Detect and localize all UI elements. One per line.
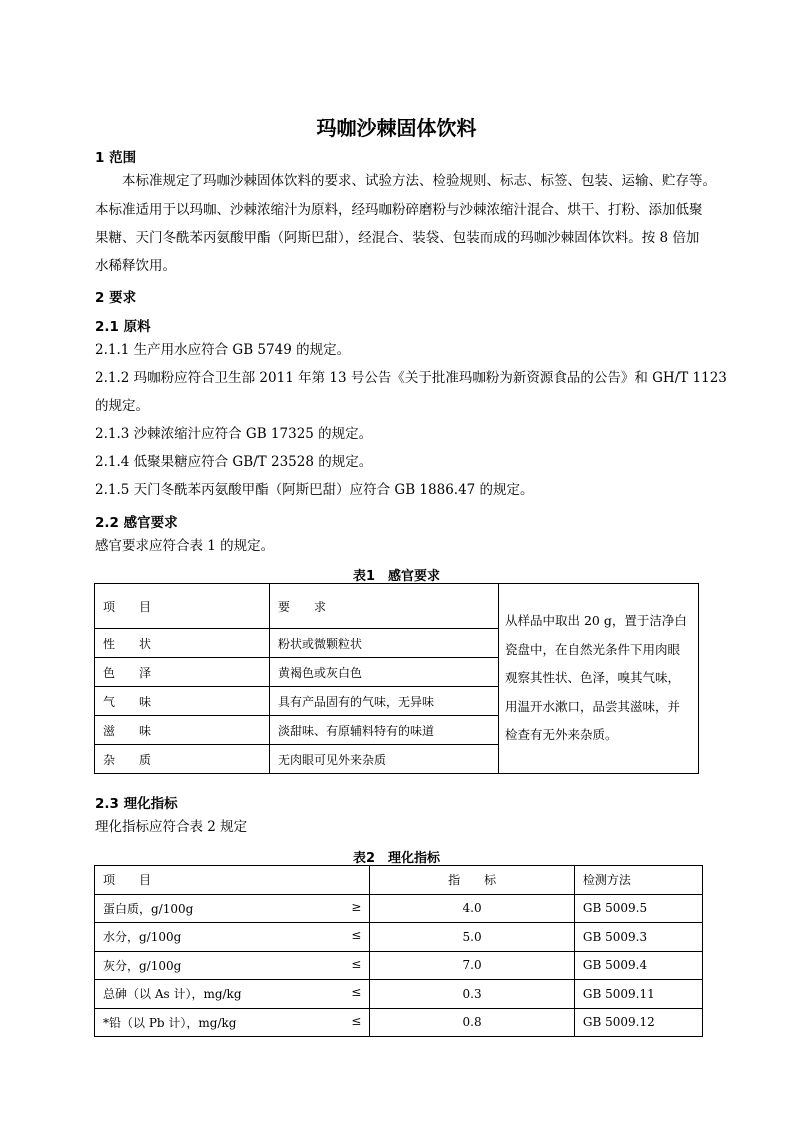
table2-method: GB 5009.11 (574, 980, 702, 1009)
table-row (95, 951, 703, 980)
table1-item: 色 泽 (95, 658, 270, 687)
table2-item-cell (95, 923, 370, 952)
material-item-3: 2.1.3 沙棘浓缩汁应符合 GB 17325 的规定。 (95, 426, 373, 442)
table2-method: GB 5009.3 (574, 923, 702, 952)
table2-method: GB 5009.12 (574, 1008, 702, 1037)
table2-value: 0.8 (370, 1008, 575, 1037)
table1-item: 性 状 (95, 629, 270, 658)
table2-header-value: 指 标 (370, 866, 575, 895)
table2-method: GB 5009.4 (574, 951, 702, 980)
table2-symbol: ≤ (351, 1013, 362, 1028)
section-2-heading: 2 要求 (95, 290, 137, 306)
section-2-1-heading: 2.1 原料 (95, 319, 151, 335)
table2-item: 总砷（以 As 计），mg/kg (103, 987, 242, 1002)
table2-value: 5.0 (370, 923, 575, 952)
material-item-2-cont: 的规定。 (95, 398, 149, 414)
table2-method: GB 5009.5 (574, 894, 702, 923)
table2-item: 蛋白质，g/100g (103, 901, 194, 916)
table1-item: 滋 味 (95, 716, 270, 745)
section-2-3-heading: 2.3 理化指标 (95, 796, 178, 812)
table1-item: 杂 质 (95, 745, 270, 774)
sensory-intro: 感官要求应符合表 1 的规定。 (95, 538, 275, 554)
section-2-2-heading: 2.2 感官要求 (95, 515, 178, 531)
material-item-2: 2.1.2 玛咖粉应符合卫生部 2011 年第 13 号公告《关于批准玛咖粉为新资源食品的公告》和 GH/T 1123 (95, 370, 727, 386)
table-row (95, 923, 703, 952)
material-item-5: 2.1.5 天门冬酰苯丙氨酸甲酯（阿斯巴甜）应符合 GB 1886.47 的规定。 (95, 482, 534, 498)
table1-req: 淡甜味、有原辅料特有的味道 (270, 716, 499, 745)
table2-item-cell (95, 951, 370, 980)
physchem-intro: 理化指标应符合表 2 规定 (95, 819, 248, 835)
table1-req: 黄褐色或灰白色 (270, 658, 499, 687)
table1-method: 从样品中取出 20 g，置于洁净白瓷盘中，在自然光条件下用肉眼观察其性状、色泽，嗅其气味，用温开水漱口，品尝其滋味，并检查有无外来杂质。 (499, 584, 699, 774)
table2-symbol: ≤ (351, 928, 362, 943)
scope-line-2: 本标准适用于以玛咖、沙棘浓缩汁为原料，经玛咖粉碎磨粉与沙棘浓缩汁混合、烘干、打粉、添加低聚 (95, 202, 703, 218)
table1-req: 粉状或微颗粒状 (270, 629, 499, 658)
table-row (95, 584, 699, 629)
table1-item: 气 味 (95, 687, 270, 716)
table-row (95, 1008, 703, 1037)
table2-header-item: 项 目 (95, 866, 370, 895)
scope-line-1: 本标准规定了玛咖沙棘固体饮料的要求、试验方法、检验规则、标志、标签、包装、运输、贮存等。 (122, 173, 716, 189)
table2-symbol: ≤ (351, 956, 362, 971)
table-row (95, 894, 703, 923)
scope-line-4: 水稀释饮用。 (95, 258, 176, 274)
table2-item: *铅（以 Pb 计），mg/kg (103, 1015, 237, 1030)
table2-item-cell (95, 1008, 370, 1037)
table1-req: 无肉眼可见外来杂质 (270, 745, 499, 774)
table1-header-req: 要 求 (270, 584, 499, 629)
table2-header-method: 检测方法 (574, 866, 702, 895)
sensory-table (94, 583, 699, 774)
table1-header-item: 项 目 (95, 584, 270, 629)
table2-item: 水分，g/100g (103, 930, 182, 945)
table2-symbol: ≥ (351, 899, 362, 914)
table2-item-cell (95, 894, 370, 923)
table-row (95, 866, 703, 895)
table2-caption: 表2 理化指标 (352, 851, 441, 866)
table1-caption: 表1 感官要求 (352, 569, 441, 584)
table2-value: 4.0 (370, 894, 575, 923)
table-row (95, 980, 703, 1009)
section-1-heading: 1 范围 (95, 150, 137, 166)
table1-req: 具有产品固有的气味，无异味 (270, 687, 499, 716)
table2-item-cell (95, 980, 370, 1009)
table2-item: 灰分，g/100g (103, 958, 182, 973)
scope-line-3: 果糖、天门冬酰苯丙氨酸甲酯（阿斯巴甜），经混合、装袋、包装而成的玛咖沙棘固体饮料。按 8 倍加 (95, 230, 700, 246)
table2-value: 7.0 (370, 951, 575, 980)
material-item-4: 2.1.4 低聚果糖应符合 GB/T 23528 的规定。 (95, 454, 373, 470)
document-title: 玛咖沙棘固体饮料 (316, 116, 477, 140)
material-item-1: 2.1.1 生产用水应符合 GB 5749 的规定。 (95, 342, 351, 358)
table2-value: 0.3 (370, 980, 575, 1009)
physchem-table (94, 865, 703, 1037)
table2-symbol: ≤ (351, 985, 362, 1000)
